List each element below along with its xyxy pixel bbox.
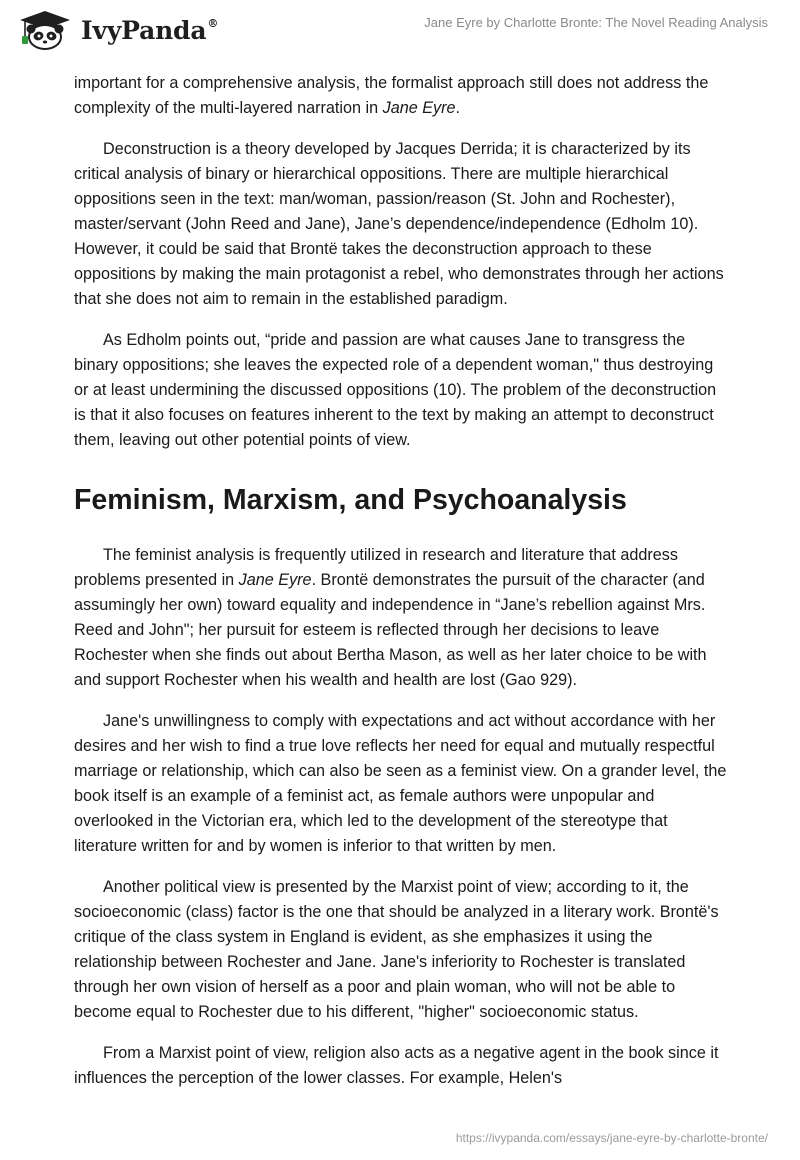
book-title: Jane Eyre <box>238 571 312 589</box>
paragraph-text: As Edholm points out, “pride and passion are what causes Jane to transgress the binary oppositions; she leaves the expected role of a dependent woman," thus destroying or at least undermining the discussed oppositions (10). The problem of the deconstruction is that it also focuses on features inherent to the text by making an attempt to deconstruct them, leaving out other potential points of view. <box>74 331 717 449</box>
paragraph-text: From a Marxist point of view, religion also acts as a negative agent in the book since it influences the perception of the lower classes. For example, Helen's <box>74 1044 719 1087</box>
paragraph-text: . <box>455 99 460 117</box>
paragraph-text: . Brontë demonstrates the pursuit of the character (and assumingly her own) toward equality and independence in “Jane’s rebellion against Mrs. Reed and John"; her pursuit for esteem is reflected through her decisions to leave Rochester when she finds out about Bertha Mason, as well as her later choice to be with and support Rochester when his wealth and health are lost (Gao 929). <box>74 571 707 689</box>
paragraph-text: important for a comprehensive analysis, the formalist approach still does not address the complexity of the multi-layered narration in <box>74 74 709 117</box>
page-header <box>0 0 800 70</box>
panda-graduate-icon <box>16 10 74 50</box>
paragraph <box>74 328 730 453</box>
paragraph <box>74 543 730 693</box>
source-url[interactable]: https://ivypanda.com/essays/jane-eyre-by-charlotte-bronte/ <box>455 1131 768 1145</box>
paragraph-group-top <box>74 71 730 453</box>
brand-name: IvyPanda® <box>81 15 219 45</box>
paragraph <box>74 71 730 121</box>
paragraph-text: Jane's unwillingness to comply with expectations and act without accordance with her desires and her wish to find a true love reflects her need for equal and mutually respectful marriage or relationship, which can also be seen as a feminist view. On a grander level, the book itself is an example of a feminist act, as female authors were unpopular and overlooked in the Victorian era, which led to the development of the stereotype that literature written for and by women is inferior to that written by men. <box>74 712 727 855</box>
brand-logo[interactable] <box>16 10 218 50</box>
paragraph <box>74 709 730 859</box>
book-title: Jane Eyre <box>382 99 456 117</box>
paragraph-text: Deconstruction is a theory developed by Jacques Derrida; it is characterized by its critical analysis of binary or hierarchical oppositions. There are multiple hierarchical oppositions seen in the text: man/woman, passion/reason (St. John and Rochester), master/servant (John Reed and Jane), Jane’s dependence/independence (Edholm 10). However, it could be said that Brontë takes the deconstruction approach to these oppositions by making the main protagonist a rebel, who demonstrates through her actions that she does not aim to remain in the established paradigm. <box>74 140 724 308</box>
paragraph-text: Another political view is presented by the Marxist point of view; according to it, the socioeconomic (class) factor is the one that should be analyzed in a literary work. Brontë's critique of the class system in England is evident, as she emphasizes it using the relationship between Rochester and Jane. Jane's inferiority to Rochester is translated through her own vision of herself as a poor and plain woman, who will not be able to become equal to Rochester due to his different, "higher" socioeconomic status. <box>74 878 719 1021</box>
paragraph <box>74 137 730 312</box>
document-title: Jane Eyre by Charlotte Bronte: The Novel Reading Analysis <box>424 15 768 30</box>
section-heading: Feminism, Marxism, and Psychoanalysis <box>74 484 627 516</box>
paragraph <box>74 875 730 1025</box>
paragraph-group-bottom <box>74 543 730 1091</box>
paragraph-text: The feminist analysis is frequently utilized in research and literature that address problems presented in <box>74 546 678 589</box>
paragraph <box>74 1041 730 1091</box>
essay-body <box>74 71 730 1107</box>
